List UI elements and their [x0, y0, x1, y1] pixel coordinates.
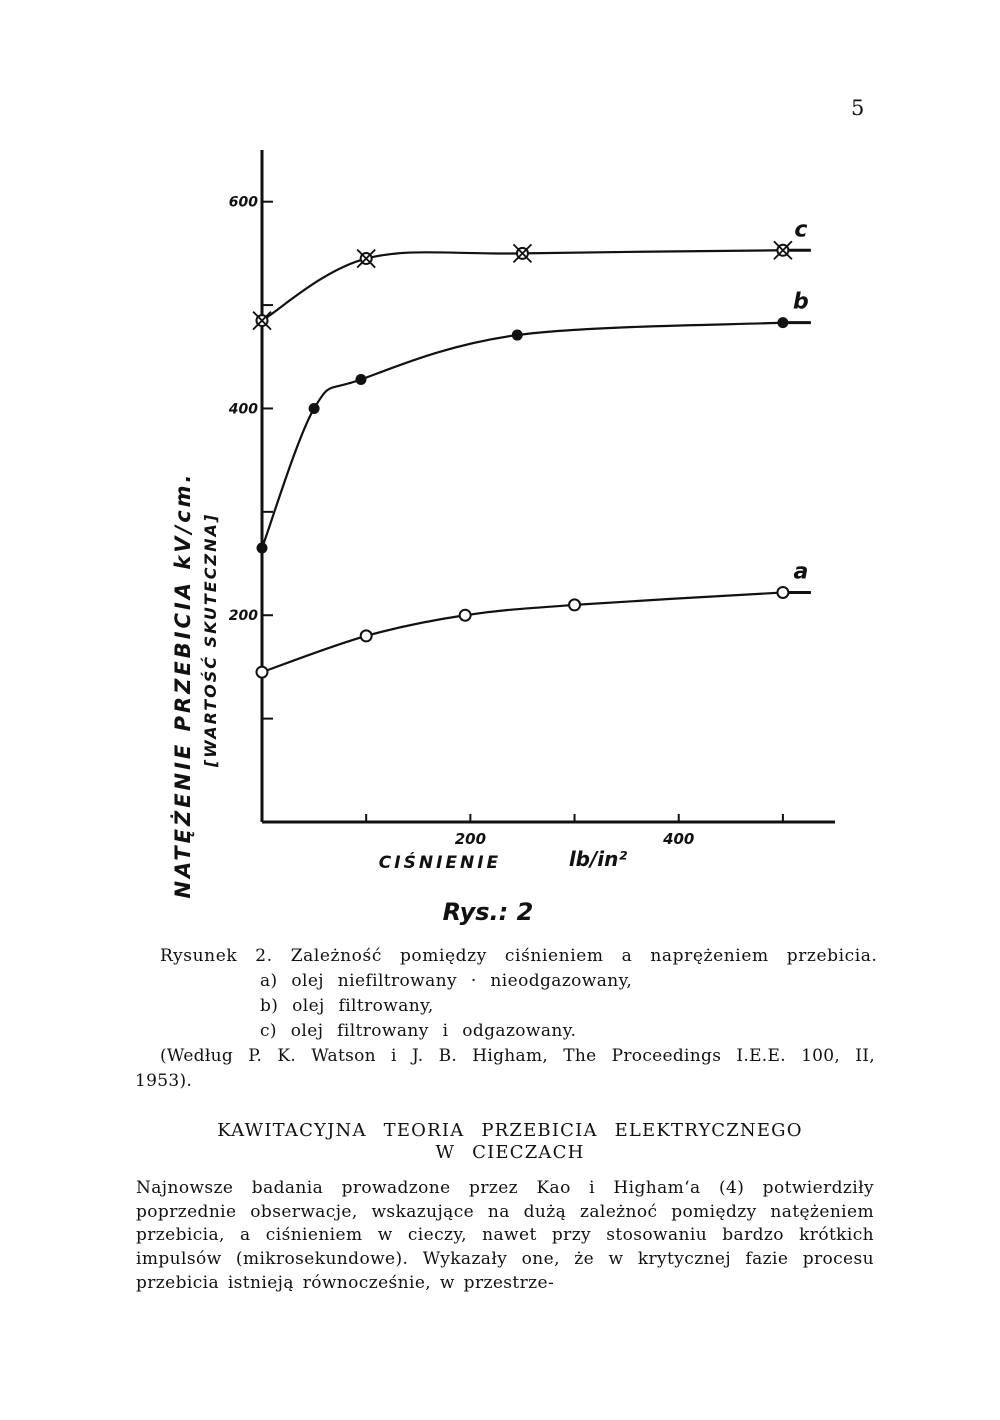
chart-lines — [262, 250, 811, 672]
chart — [150, 140, 850, 930]
data-point-b — [355, 374, 366, 385]
data-point-a — [257, 667, 268, 678]
body-paragraph: Najnowsze badania prowadzone przez Kao i Higham‘a (4) potwierdziły poprzednie obserwacje, wskazujące na dużą zależnoć pomiędzy natężeniem przebicia, a ciśnieniem w cieczy, nawet przy stosowaniu bardzo krótkich impulsów (mikrosekundowe). Wykazały one, że w krytycznej fazie procesu przebicia istnieją równocześnie, w przestrze- — [136, 1178, 874, 1293]
series-line-c — [262, 250, 783, 320]
y-axis-subtitle: [WARTOŚĆ SKUTECZNA] — [201, 512, 220, 768]
data-point-b — [777, 317, 788, 328]
x-tick-label: 400 — [663, 830, 695, 848]
series-line-b — [262, 323, 783, 548]
caption-item-a: a) olej niefiltrowany · nieodgazowany, — [260, 971, 633, 991]
caption-item-b: b) olej filtrowany, — [260, 996, 434, 1016]
data-point-a — [569, 599, 580, 610]
section-heading — [160, 1120, 860, 1164]
figure-caption — [135, 944, 878, 1094]
y-tick-label: 200 — [228, 608, 258, 625]
section-heading-line2: W CIECZACH — [435, 1142, 585, 1163]
section-heading-line1: KAWITACYJNA TEORIA PRZEBICIA ELEKTRYCZNEGO — [217, 1120, 803, 1141]
chart-ticks — [228, 195, 783, 848]
data-point-b — [512, 330, 523, 341]
caption-title: Rysunek 2. Zależność pomiędzy ciśnieniem a naprężeniem przebicia. — [160, 946, 878, 966]
data-point-b — [309, 403, 320, 414]
y-axis-title: NATĘŻENIE PRZEBICIA kV/cm. — [171, 471, 195, 899]
data-point-b — [257, 543, 268, 554]
chart-markers — [253, 241, 792, 677]
chart-labels — [793, 217, 809, 584]
data-point-a — [777, 587, 788, 598]
series-label-b: b — [793, 289, 809, 315]
page-number: 5 — [851, 96, 865, 120]
x-tick-label: 200 — [454, 830, 487, 848]
figure-label: Rys.: 2 — [442, 898, 534, 926]
data-point-a — [361, 630, 372, 641]
series-line-a — [262, 592, 783, 672]
data-point-a — [460, 610, 471, 621]
x-axis-unit: lb/in² — [568, 847, 628, 871]
y-tick-label: 400 — [228, 401, 258, 418]
caption-source: (Według P. K. Watson i J. B. Higham, The Proceedings I.E.E. 100, II, 1953). — [135, 1046, 875, 1091]
caption-item-c: c) olej filtrowany i odgazowany. — [260, 1021, 577, 1041]
series-label-a: a — [793, 559, 809, 585]
y-tick-label: 600 — [228, 194, 258, 211]
series-label-c: c — [794, 217, 808, 243]
x-axis-title: CIŚNIENIE — [378, 853, 502, 873]
